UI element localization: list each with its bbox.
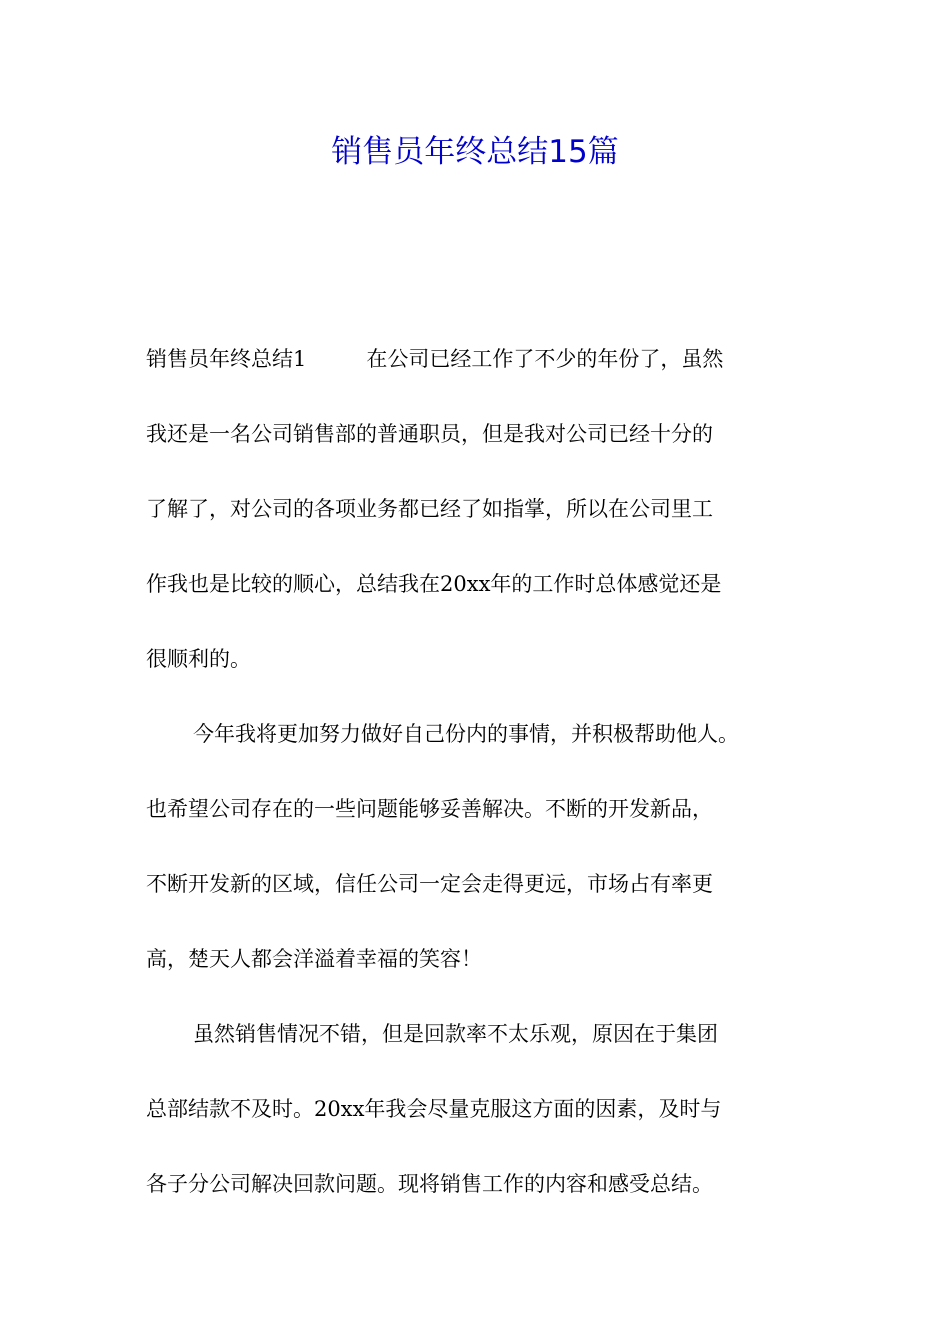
- paragraph-line: 作我也是比较的顺心，总结我在20xx年的工作时总体感觉还是: [146, 572, 722, 596]
- paragraph-line: 很顺利的。: [146, 647, 251, 671]
- section-heading: 销售员年终总结1: [146, 347, 307, 371]
- paragraph-line: 不断开发新的区域，信任公司一定会走得更远，市场占有率更: [146, 872, 713, 896]
- paragraph-line: 了解了，对公司的各项业务都已经了如指掌，所以在公司里工: [146, 497, 713, 521]
- paragraph-line: [146, 341, 723, 377]
- paragraph-line: 高，楚天人都会洋溢着幸福的笑容！: [146, 947, 482, 971]
- paragraph-line: 各子分公司解决回款问题。现将销售工作的内容和感受总结。: [146, 1172, 713, 1196]
- paragraph-text: 在公司已经工作了不少的年份了，虽然: [366, 347, 724, 371]
- paragraph-line: 总部结款不及时。20xx年我会尽量克服这方面的因素，及时与: [146, 1097, 722, 1121]
- paragraph-line: 也希望公司存在的一些问题能够妥善解决。不断的开发新品，: [146, 797, 713, 821]
- paragraph-line: 今年我将更加努力做好自己份内的事情，并积极帮助他人。: [193, 722, 739, 746]
- paragraph-line: 虽然销售情况不错，但是回款率不太乐观，原因在于集团: [193, 1022, 718, 1046]
- paragraph-line: 我还是一名公司销售部的普通职员，但是我对公司已经十分的: [146, 422, 713, 446]
- document-title: 销售员年终总结15篇: [331, 134, 619, 170]
